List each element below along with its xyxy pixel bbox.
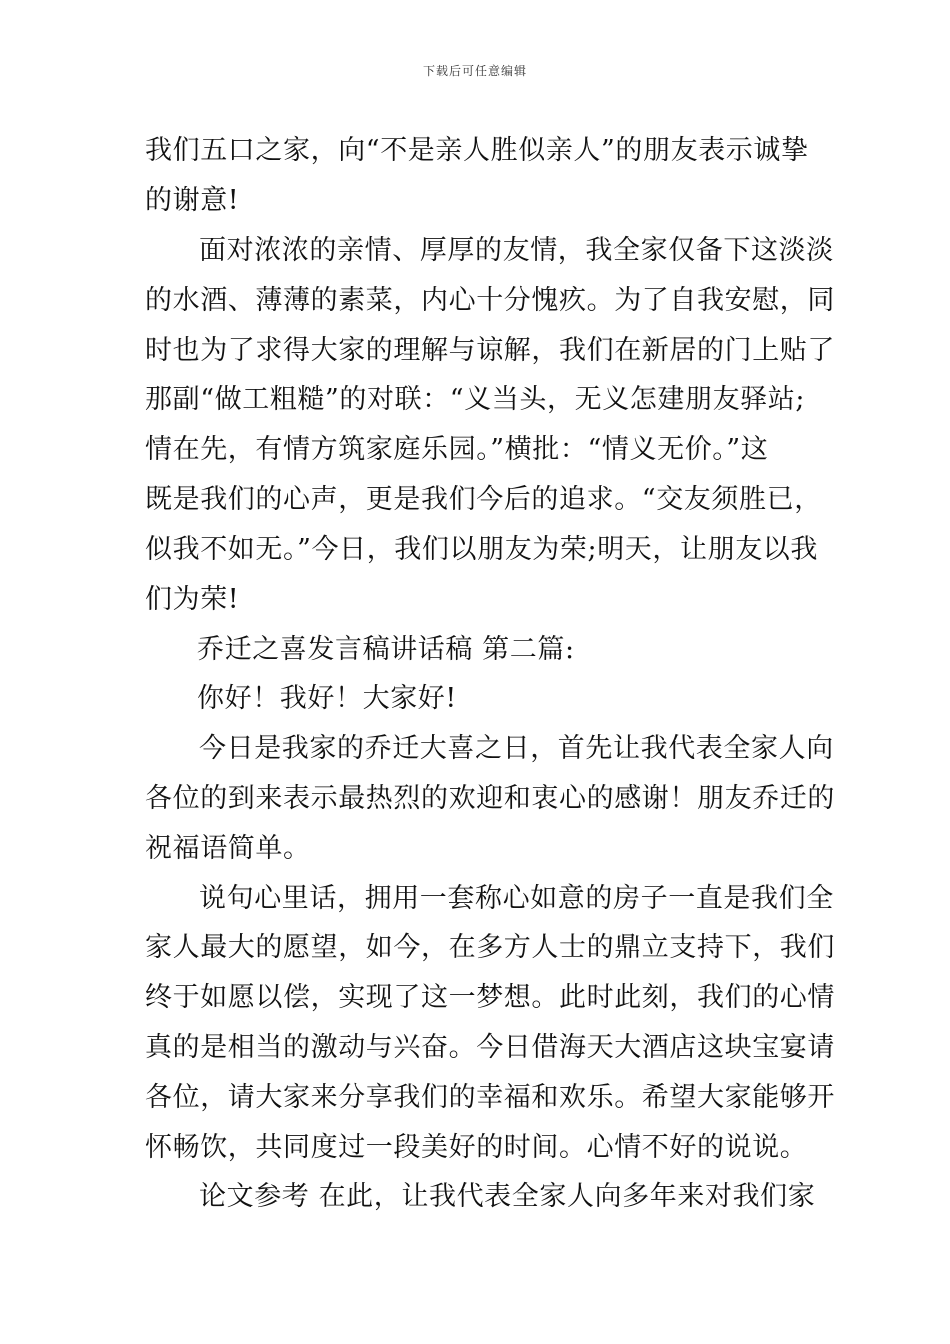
body-line: 似我不如无。”今日，我们以朋友为荣;明天，让朋友以我 (145, 534, 818, 565)
body-line: 的谢意! (145, 185, 240, 216)
body-line: 我们五口之家，向“不是亲人胜似亲人”的朋友表示诚挚 (145, 135, 809, 166)
body-line: 情在先，有情方筑家庭乐园。”横批：“情义无价。”这 (145, 434, 769, 465)
body-line: 们为荣! (145, 584, 240, 615)
body-line: 那副“做工粗糙”的对联：“义当头，无义怎建朋友驿站; (145, 384, 806, 415)
body-line: 时也为了求得大家的理解与谅解，我们在新居的门上贴了 (145, 335, 835, 366)
body-line: 真的是相当的激动与兴奋。今日借海天大酒店这块宝宴请 (145, 1032, 835, 1063)
body-line: 家人最大的愿望，如今，在多方人士的鼎立支持下，我们 (145, 932, 835, 963)
body-line: 说句心里话，拥用一套称心如意的房子一直是我们全 (199, 883, 834, 914)
body-line: 终于如愿以偿，实现了这一梦想。此时此刻，我们的心情 (145, 982, 835, 1013)
body-line: 面对浓浓的亲情、厚厚的友情，我全家仅备下这淡淡 (199, 235, 834, 266)
body-line: 祝福语简单。 (145, 833, 311, 864)
body-line: 怀畅饮，共同度过一段美好的时间。心情不好的说说。 (145, 1132, 808, 1163)
body-line: 既是我们的心声，更是我们今后的追求。“交友须胜已， (145, 484, 822, 515)
body-line: 论文参考 在此，让我代表全家人向多年来对我们家 (199, 1181, 816, 1212)
greeting-line: 你好！我好！大家好! (197, 683, 457, 714)
body-line: 各位的到来表示最热烈的欢迎和衷心的感谢！朋友乔迁的 (145, 783, 835, 814)
body-line: 各位，请大家来分享我们的幸福和欢乐。希望大家能够开 (145, 1082, 835, 1113)
header-note: 下载后可任意编辑 (422, 64, 527, 78)
body-line: 的水酒、薄薄的素菜，内心十分愧疚。为了自我安慰，同 (145, 285, 835, 316)
section-heading: 乔迁之喜发言稿讲话稿 第二篇: (197, 634, 575, 665)
body-line: 今日是我家的乔迁大喜之日，首先让我代表全家人向 (199, 733, 834, 764)
